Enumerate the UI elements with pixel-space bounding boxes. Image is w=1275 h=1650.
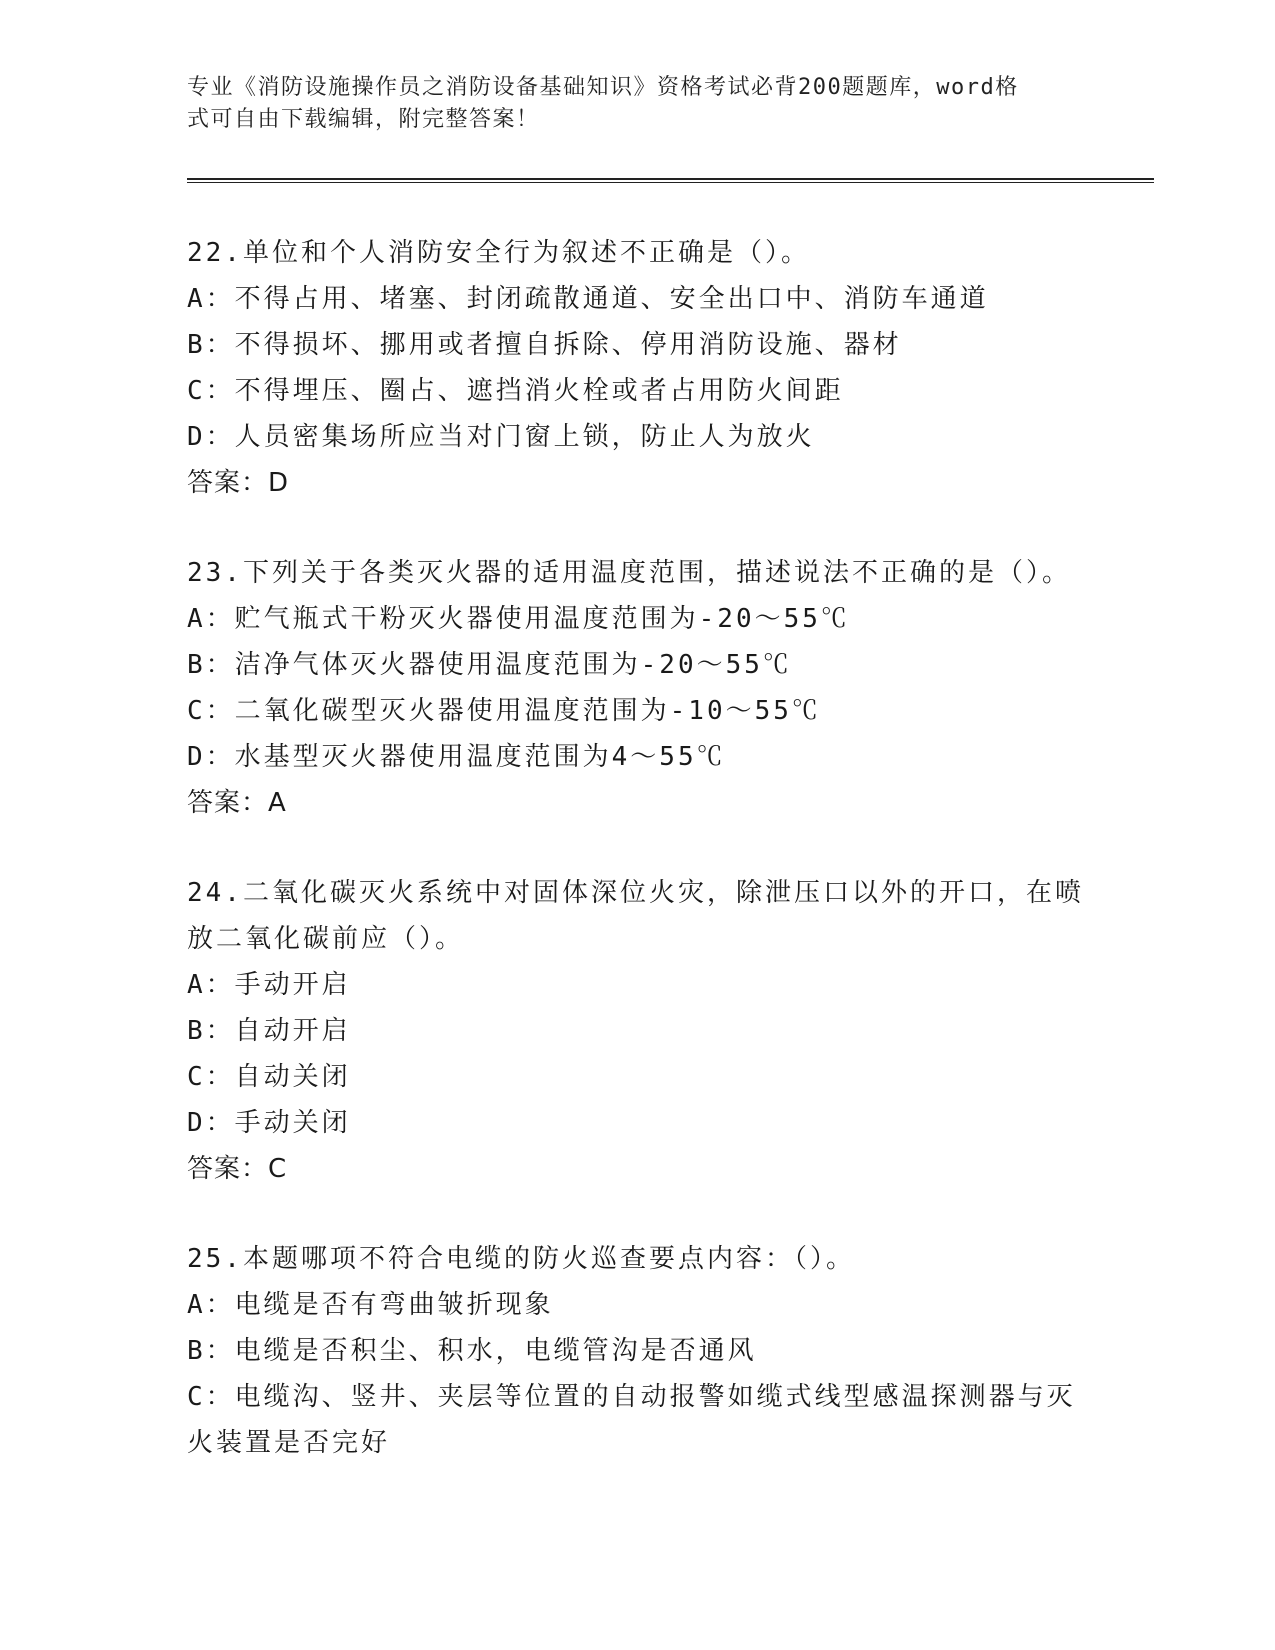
question-24 (187, 870, 1087, 1192)
question-stem: 25.本题哪项不符合电缆的防火巡查要点内容：（）。 (187, 1244, 855, 1274)
option-c: C：自动关闭 (187, 1062, 351, 1092)
question-25 (187, 1236, 1087, 1466)
option-b: B：自动开启 (187, 1016, 351, 1046)
option-b: B：洁净气体灭火器使用温度范围为-20～55℃ (187, 650, 792, 680)
header-line-1: 专业《消防设施操作员之消防设备基础知识》资格考试必背200题题库，word格 (187, 75, 1019, 100)
document-header (187, 72, 1067, 136)
option-c: C：二氧化碳型灭火器使用温度范围为-10～55℃ (187, 696, 821, 726)
option-a: A：不得占用、堵塞、封闭疏散通道、安全出口中、消防车通道 (187, 284, 989, 314)
option-a: A：贮气瓶式干粉灭火器使用温度范围为-20～55℃ (187, 604, 850, 634)
header-rule-thick (187, 178, 1154, 180)
question-stem: 22.单位和个人消防安全行为叙述不正确是（）。 (187, 238, 810, 268)
option-d: D：水基型灭火器使用温度范围为4～55℃ (187, 742, 726, 772)
option-c: C：不得埋压、圈占、遮挡消火栓或者占用防火间距 (187, 376, 844, 406)
question-stem: 24.二氧化碳灭火系统中对固体深位火灾，除泄压口以外的开口，在喷放二氧化碳前应（）。 (187, 878, 1084, 954)
answer-text: 答案：C (187, 1154, 288, 1184)
answer-text: 答案：D (187, 468, 290, 498)
option-d: D：手动关闭 (187, 1108, 351, 1138)
answer-text: 答案：A (187, 788, 287, 818)
question-stem: 23.下列关于各类灭火器的适用温度范围，描述说法不正确的是（）。 (187, 558, 1071, 588)
header-rule-thin (187, 182, 1154, 183)
option-c: C：电缆沟、竖井、夹层等位置的自动报警如缆式线型感温探测器与灭火装置是否完好 (187, 1382, 1076, 1458)
question-23 (187, 550, 1087, 826)
option-b: B：电缆是否积尘、积水，电缆管沟是否通风 (187, 1336, 757, 1366)
header-line-2: 式可自由下载编辑，附完整答案！ (187, 107, 540, 132)
question-list (187, 230, 1087, 1510)
option-a: A：电缆是否有弯曲皱折现象 (187, 1290, 554, 1320)
question-22 (187, 230, 1087, 506)
option-b: B：不得损坏、挪用或者擅自拆除、停用消防设施、器材 (187, 330, 902, 360)
option-d: D：人员密集场所应当对门窗上锁，防止人为放火 (187, 422, 815, 452)
option-a: A：手动开启 (187, 970, 351, 1000)
